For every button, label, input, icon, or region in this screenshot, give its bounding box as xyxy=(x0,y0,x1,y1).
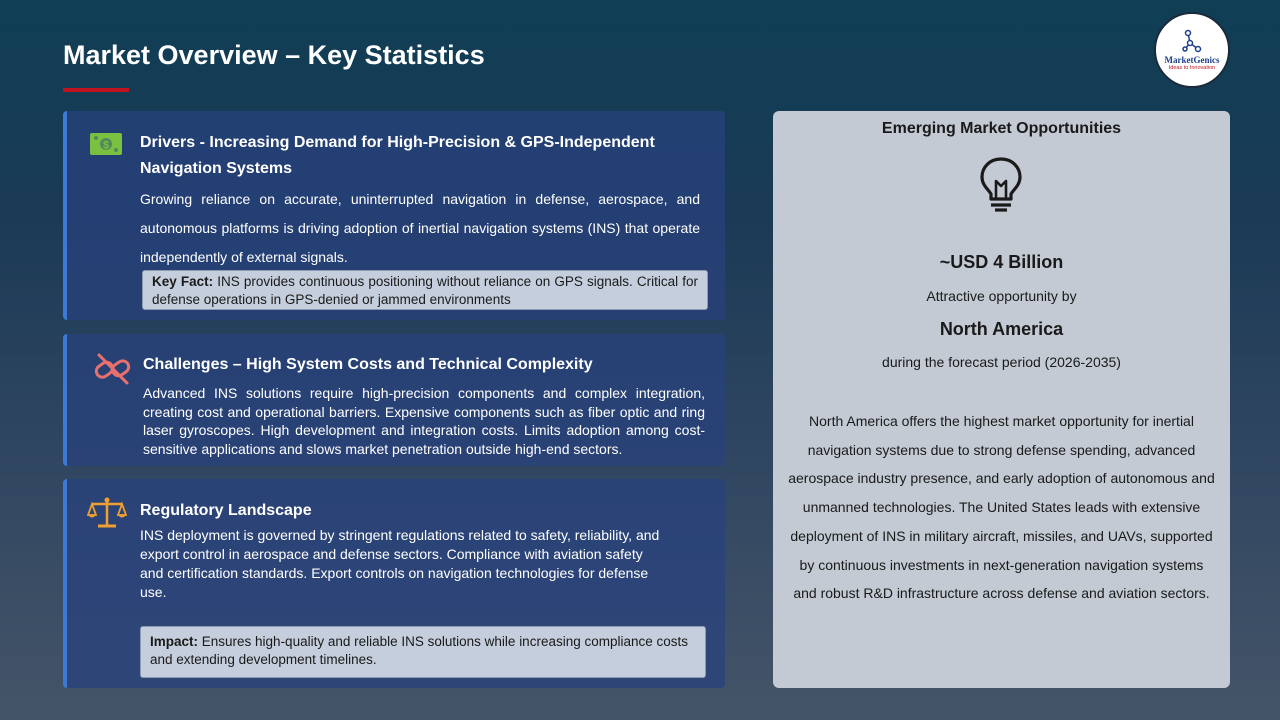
opportunity-panel xyxy=(773,111,1230,688)
drivers-body: Growing reliance on accurate, uninterrupted navigation in defense, aerospace, and autonomous platforms is driving adoption of inertial navigation systems (INS) that operate independently of external signals. xyxy=(140,191,700,265)
broken-link-icon xyxy=(93,352,133,391)
forecast-period: during the forecast period (2026-2035) xyxy=(882,354,1121,370)
drivers-title: Drivers - Increasing Demand for High-Precision & GPS-Independent Navigation Systems xyxy=(140,134,655,177)
opportunity-heading: Emerging Market Opportunities xyxy=(881,120,1122,137)
impact-text: Ensures high-quality and reliable INS solutions while increasing compliance costs and extending development timelines. xyxy=(150,634,689,667)
svg-text:$: $ xyxy=(102,139,110,152)
lightbulb-icon xyxy=(978,156,1024,217)
challenges-card xyxy=(63,334,725,466)
company-logo xyxy=(1154,12,1230,88)
network-icon xyxy=(1181,29,1203,53)
opportunity-caption: Attractive opportunity by xyxy=(926,288,1077,304)
regulatory-card xyxy=(63,479,725,688)
key-fact-text: INS provides continuous positioning without reliance on GPS signals. Critical for defense operations in GPS-denied or jammed environments xyxy=(152,274,698,307)
opportunity-region: North America xyxy=(939,319,1064,339)
money-icon xyxy=(89,131,123,162)
page-title: Market Overview – Key Statistics xyxy=(63,40,485,70)
regulatory-title: Regulatory Landscape xyxy=(140,502,312,519)
scales-icon xyxy=(87,496,127,535)
title-underline xyxy=(63,88,129,92)
opportunity-amount: ~USD 4 Billion xyxy=(939,252,1064,272)
key-fact-box xyxy=(142,270,708,310)
logo-name: MarketGenics xyxy=(1164,55,1220,65)
drivers-card xyxy=(63,111,725,320)
impact-label: Impact: xyxy=(150,634,199,649)
key-fact-label: Key Fact: xyxy=(152,274,214,289)
challenges-body: Advanced INS solutions require high-precision components and complex integration, creating cost and operational barriers. Expensive components such as fiber optic and ring laser gyroscopes. High development and integration costs. Limits adoption among cost-sensitive applications and slows market penetration outside high-end sectors. xyxy=(143,385,705,457)
impact-box xyxy=(140,626,706,678)
regulatory-body: INS deployment is governed by stringent regulations related to safety, reliability, and export control in aerospace and defense sectors. Compliance with aviation safety and certification standards. Export controls on navigation technologies for defense use. xyxy=(140,527,660,600)
challenges-title: Challenges – High System Costs and Technical Complexity xyxy=(143,356,593,373)
logo-tagline: Ideas to Innovation xyxy=(1168,65,1216,71)
opportunity-description: North America offers the highest market opportunity for inertial navigation systems due to strong defense spending, advanced aerospace industry presence, and early adoption of autonomous and unmanned technologies. The United States leads with extensive deployment of INS in military aircraft, missiles, and UAVs, supported by continuous investments in next-generation navigation systems and robust R&D infrastructure across defense and aviation sectors. xyxy=(788,413,1215,602)
